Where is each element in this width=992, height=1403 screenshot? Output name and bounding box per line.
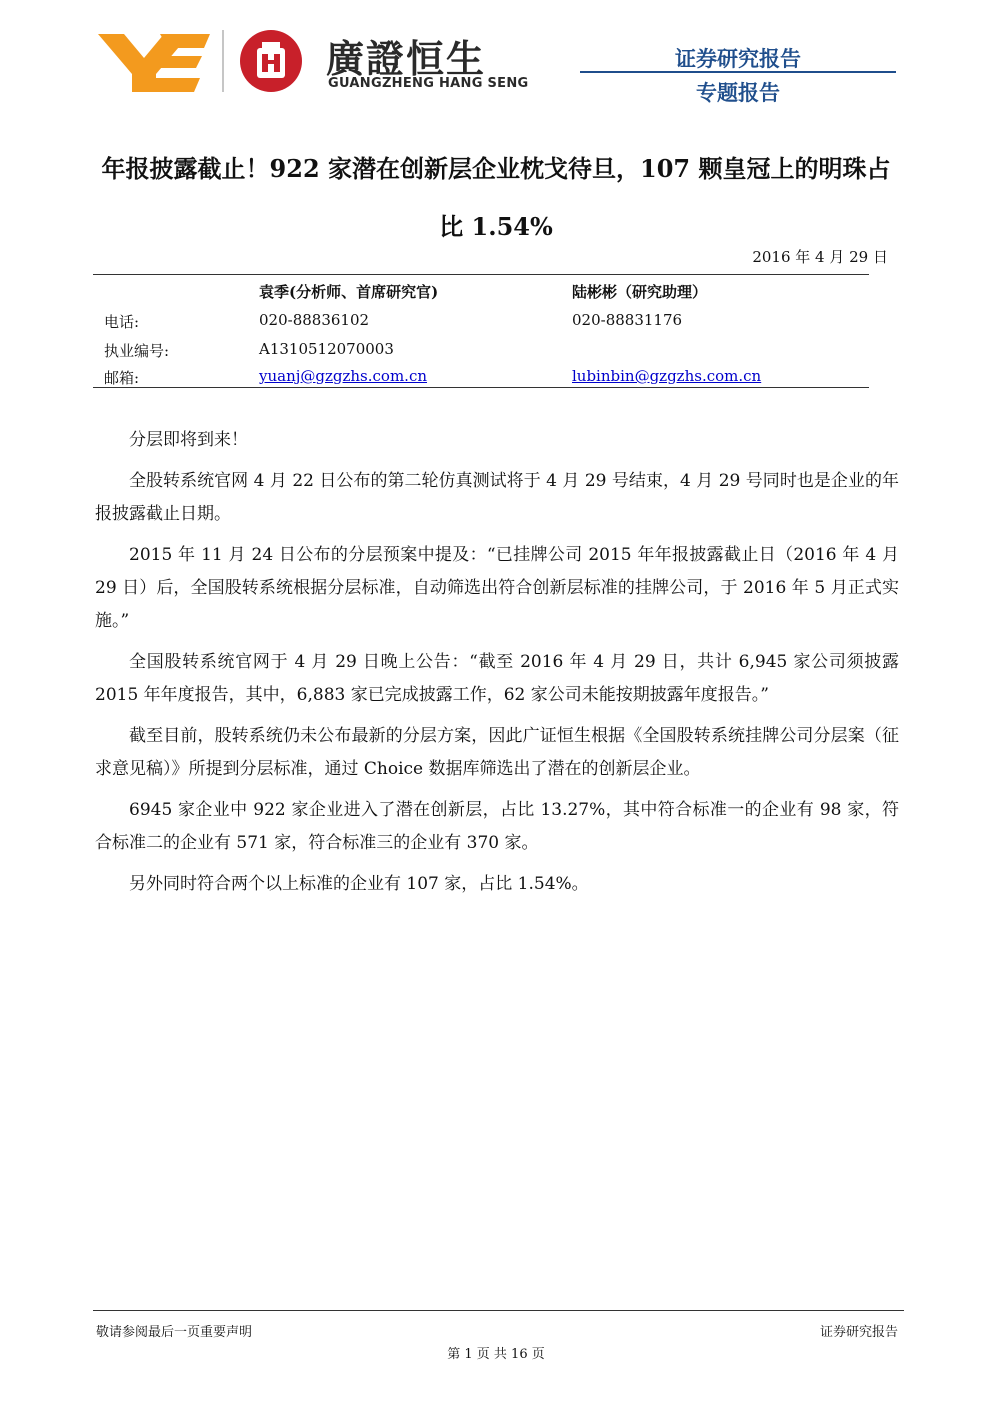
analyst-1-phone: 020-88836102: [259, 311, 370, 329]
analyst-1-email-link[interactable]: yuanj@gzgzhs.com.cn: [259, 367, 428, 385]
body-paragraph: 另外同时符合两个以上标准的企业有 107 家，占比 1.54%。: [129, 874, 589, 894]
report-body: [95, 424, 899, 909]
analyst-2-email-link[interactable]: lubinbin@gzgzhs.com.cn: [572, 367, 762, 385]
report-date: 2016 年 4 月 29 日: [752, 248, 888, 266]
license-label: 执业编号:: [104, 342, 170, 360]
body-paragraph: 全国股转系统官网于 4 月 29 日晚上公告：“截至 2016 年 4 月 29 日，共计 6,945 家公司须披露 2015 年年度报告，其中，6,883 家已完成披露工作，62 家公司未能按期披露年度报告。”: [95, 652, 899, 705]
body-paragraph: 截至目前，股转系统仍未公布最新的分层方案，因此广证恒生根据《全国股转系统挂牌公司分层案（征求意见稿）》所提到分层标准，通过 Choice 数据库筛选出了潜在的创新层企业。: [95, 726, 899, 779]
report-title: 年报披露截止！922 家潜在创新层企业枕戈待旦，107 颗皇冠上的明珠占比 1.54%: [101, 154, 891, 241]
page-header: [0, 0, 992, 110]
hang-seng-seal-icon: [238, 28, 304, 94]
footer-report-type: 证券研究报告: [819, 1325, 898, 1340]
body-paragraph: 2015 年 11 月 24 日公布的分层预案中提及：“已挂牌公司 2015 年年报披露截止日（2016 年 4 月 29 日）后，全国股转系统根据分层标准，自动筛选出符合创新层标准的挂牌公司，于 2016 年 5 月正式实施。”: [95, 545, 899, 631]
footer-disclaimer-note: 敬请参阅最后一页重要声明: [96, 1325, 253, 1340]
body-paragraph: 全股转系统官网 4 月 22 日公布的第二轮仿真测试将于 4 月 29 号结束，4 月 29 号同时也是企业的年报披露截止日期。: [95, 471, 899, 524]
body-paragraph: 6945 家企业中 922 家企业进入了潜在创新层，占比 13.27%，其中符合标准一的企业有 98 家，符合标准二的企业有 571 家，符合标准三的企业有 370 家。: [95, 800, 899, 853]
body-paragraph: 分层即将到来！: [129, 430, 248, 450]
analyst-2-name: 陆彬彬（研究助理）: [572, 283, 708, 301]
analyst-1-license: A1310512070003: [259, 340, 394, 358]
brand-name-cn: 廣證恒生: [326, 37, 487, 81]
analyst-2-phone: 020-88831176: [572, 311, 683, 329]
report-subtype: 专题报告: [696, 81, 780, 105]
footer-rule: [93, 1310, 904, 1311]
email-label: 邮箱:: [104, 369, 140, 387]
page-number: 第 1 页 共 16 页: [447, 1347, 545, 1362]
analyst-1-name: 袁季(分析师、首席研究官): [259, 283, 439, 301]
phone-label: 电话:: [104, 313, 140, 331]
logo-divider: [222, 30, 224, 92]
report-type-underline: [580, 71, 896, 73]
analyst-table-bottom-rule: [93, 387, 869, 388]
analyst-table-top-rule: [93, 274, 869, 275]
brand-name-en: GUANGZHENG HANG SENG: [328, 76, 529, 91]
report-type: 证券研究报告: [675, 47, 801, 71]
guangzheng-ye-logo-icon: [98, 28, 210, 94]
